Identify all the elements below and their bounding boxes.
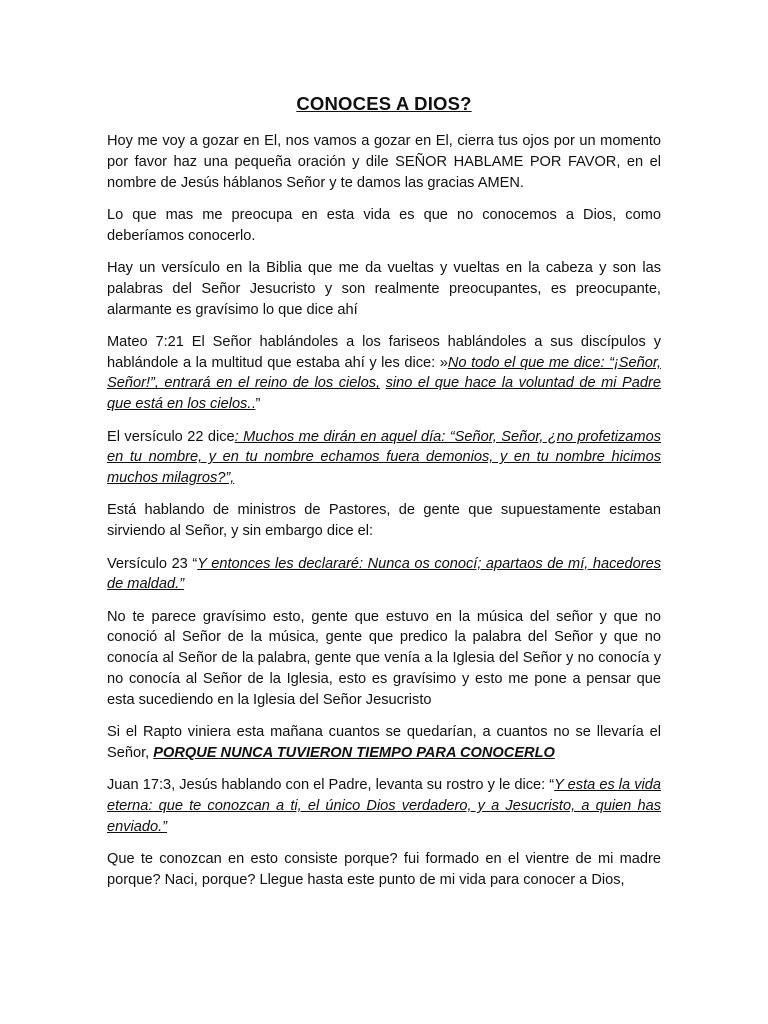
rapture-intro: Si el Rapto viniera esta mañana cuantos se quedarían, a cuantos no se llevaría el Señor, (107, 724, 661, 761)
paragraph-ministers: Está hablando de ministros de Pastores, de gente que supuestamente estaban sirviendo al Señor, y sin embargo dice el: (107, 502, 661, 540)
paragraph-juan-17-3 (107, 775, 661, 837)
mateo-quote-part-2: sino el que hace la voluntad de mi Padre que está en los cielos. (107, 375, 661, 413)
versiculo-23-intro: Versículo 23 “ (107, 555, 198, 572)
mateo-quote-tail: . (251, 396, 256, 413)
paragraph-reflection: No te parece gravísimo esto, gente que estuvo en la música del señor y que no conoció al Señor de la música, gente que predico la palabra del Señor y que no conocía al Señor de la palabra, gente que venía a la Iglesia del Señor y no conocía y no conocía al Señor de la Iglesia, esto es gravísimo y esto me pone a pensar que esta sucediendo en la Iglesia del Señor Jesucristo (107, 608, 661, 708)
paragraph-verse-intro: Hay un versículo en la Biblia que me da vueltas y vueltas en la cabeza y son las palabras del Señor Jesucristo y son realmente preocupantes, es preocupante, alarmante es gravísimo lo que dice ahí (107, 259, 661, 318)
mateo-closing-quote: ” (255, 396, 261, 413)
juan-intro: Juan 17:3, Jesús hablando con el Padre, levanta su rostro y le dice: “ (107, 777, 555, 794)
versiculo-22-quote: : Muchos me dirán en aquel día: “Señor, Señor, ¿no profetizamos en tu nombre, y en tu nombre echamos fuera demonios, y en tu nombre hicimos muchos milagros?”, (107, 428, 661, 487)
paragraph-versiculo-22 (107, 427, 661, 489)
document-page (107, 92, 661, 902)
paragraph-rapture (107, 722, 661, 764)
document-title: CONOCES A DIOS? (296, 93, 472, 114)
paragraph-versiculo-23 (107, 554, 661, 596)
mateo-quote-part-1: No todo el que me dice: “¡Señor, Señor!”, entrará en el reino de los cielos, (107, 354, 661, 392)
mateo-intro-text: Mateo 7:21 El Señor hablándoles a los fariseos hablándoles a sus discípulos y hablándole a la multitud que estaba ahí y les dice: » (107, 333, 661, 371)
paragraph-concern: Lo que mas me preocupa en esta vida es que no conocemos a Dios, como deberíamos conocerlo. (107, 206, 661, 244)
paragraph-mateo-7-21 (107, 332, 661, 415)
versiculo-22-intro: El versículo 22 dice (107, 428, 235, 445)
paragraph-prayer: Hoy me voy a gozar en El, nos vamos a gozar en El, cierra tus ojos por un momento por favor haz una pequeña oración y dile SEÑOR HABLAME POR FAVOR, en el nombre de Jesús háblanos Señor y te damos las gracias AMEN. (107, 133, 661, 191)
rapture-emphasis: PORQUE NUNCA TUVIERON TIEMPO PARA CONOCERLO (153, 744, 555, 761)
paragraph-purpose: Que te conozcan en esto consiste porque? fui formado en el vientre de mi madre porque? Naci, porque? Llegue hasta este punto de mi vida para conocer a Dios, (107, 851, 661, 888)
juan-quote: Y esta es la vida eterna: que te conozcan a ti, el único Dios verdadero, y a Jesucristo, a quien has enviado.” (107, 777, 661, 835)
versiculo-23-quote: Y entonces les declararé: Nunca os conocí; apartaos de mí, hacedores de maldad.” (107, 555, 661, 593)
